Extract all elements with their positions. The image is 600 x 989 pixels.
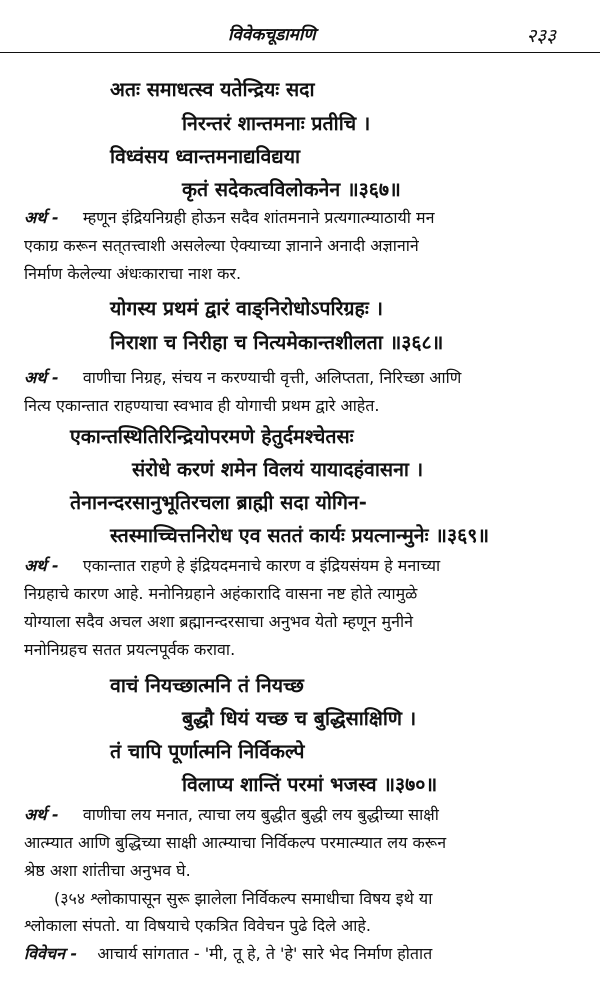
- verse-370-line-3: तं चापि पूर्णात्मनि निर्विकल्पे: [110, 740, 305, 763]
- meaning-369-line-1: अर्थ - एकान्तात राहणे हे इंद्रियदमनाचे कारण व इंद्रियसंयम हे मनाच्या: [24, 556, 441, 575]
- meaning-369-line-3: योग्याला सदैव अचल अशा ब्रह्मानन्दरसाचा अनुभव येतो म्हणून मुनीने: [24, 612, 413, 631]
- verse-370-line-2: बुद्धौ धियं यच्छ च बुद्धिसाक्षिणि ।: [182, 707, 417, 730]
- verse-367-line-2: निरन्तरं शान्तमनाः प्रतीचि ।: [182, 112, 371, 135]
- verse-369-line-3: तेनानन्दरसानुभूतिरचला ब्राह्मी सदा योगिन-: [70, 491, 367, 514]
- meaning-369-line-2: निग्रहाचे कारण आहे. मनोनिग्रहाने अहंकारादि वासना नष्ट होते त्यामुळे: [24, 584, 418, 603]
- meaning-label: अर्थ -: [24, 556, 59, 575]
- meaning-370-line-3: श्रेष्ठ अशा शांतीचा अनुभव घे.: [24, 861, 191, 880]
- meaning-368-line-2: नित्य एकान्तात राहण्याचा स्वभाव ही योगाची प्रथम द्वारे आहेत.: [24, 396, 380, 415]
- page-number: २३३: [526, 25, 556, 47]
- meaning-label: अर्थ -: [24, 368, 59, 387]
- verse-367-line-1: अतः समाधत्स्व यतेन्द्रियः सदा: [110, 78, 315, 101]
- meaning-367-line-3: निर्माण केलेल्या अंधःकाराचा नाश कर.: [24, 264, 242, 283]
- meaning-label: अर्थ -: [24, 208, 59, 227]
- meaning-367-line-2: एकाग्र करून सत्‌तत्त्वाशी असलेल्या ऐक्याच्या ज्ञानाने अनादी अज्ञानाने: [24, 236, 419, 255]
- verse-369-line-1: एकान्तस्थितिरिन्द्रियोपरमणे हेतुर्दमश्चेतसः: [70, 425, 354, 448]
- commentary-line: [24, 944, 432, 963]
- verse-368-line-2: निराशा च निरीहा च नित्यमेकान्तशीलता ॥३६८॥: [110, 331, 444, 354]
- meaning-369-line-4: मनोनिग्रहच सतत प्रयत्नपूर्वक करावा.: [24, 640, 236, 659]
- meaning-368-line-1: अर्थ - वाणीचा निग्रह, संचय न करण्याची वृत्ती, अलिप्तता, निरिच्छा आणि: [24, 368, 462, 387]
- meaning-label: अर्थ -: [24, 805, 59, 824]
- page-header: [0, 22, 600, 53]
- meaning-370-line-2: आत्म्यात आणि बुद्धिच्या साक्षी आत्म्याचा निर्विकल्प परमात्म्यात लय करून: [24, 833, 447, 852]
- verse-367-line-3: विध्वंसय ध्वान्तमनाद्यविद्यया: [110, 145, 301, 168]
- verse-369-line-2: संरोधे करणं शमेन विलयं यायादहंवासना ।: [132, 458, 424, 481]
- verse-370-line-1: वाचं नियच्छात्मनि तं नियच्छ: [110, 674, 304, 697]
- note-line-1: (३५४ श्लोकापासून सुरू झालेला निर्विकल्प समाधीचा विषय इथे या: [54, 889, 433, 908]
- meaning-367-line-1: अर्थ - म्हणून इंद्रियनिग्रही होऊन सदैव शांतमनाने प्रत्यगात्म्याठायी मन: [24, 208, 435, 227]
- note-line-2: श्लोकाला संपतो. या विषयाचे एकत्रित विवेचन पुढे दिले आहे.: [24, 916, 371, 935]
- commentary-label: विवेचन -: [24, 944, 78, 963]
- verse-369-line-4: स्तस्माच्चित्तनिरोध एव सततं कार्यः प्रयत्नान्मुनेः ॥३६९॥: [110, 524, 490, 547]
- meaning-370-line-1: अर्थ - वाणीचा लय मनात, त्याचा लय बुद्धीत बुद्धी लय बुद्धीच्या साक्षी: [24, 805, 439, 824]
- verse-367-line-4: कृतं सदेकत्वविलोकनेन ॥३६७॥: [182, 178, 401, 201]
- commentary-text: आचार्य सांगतात - 'मी, तू हे, ते 'हे' सारे भेद निर्माण होतात: [97, 944, 433, 963]
- verse-370-line-4: विलाप्य शान्तिं परमां भजस्व ॥३७०॥: [182, 773, 438, 796]
- verse-368-line-1: योगस्य प्रथमं द्वारं वाङ्निरोधोऽपरिग्रहः ।: [110, 297, 383, 320]
- running-title: विवेकचूडामणि: [228, 25, 316, 45]
